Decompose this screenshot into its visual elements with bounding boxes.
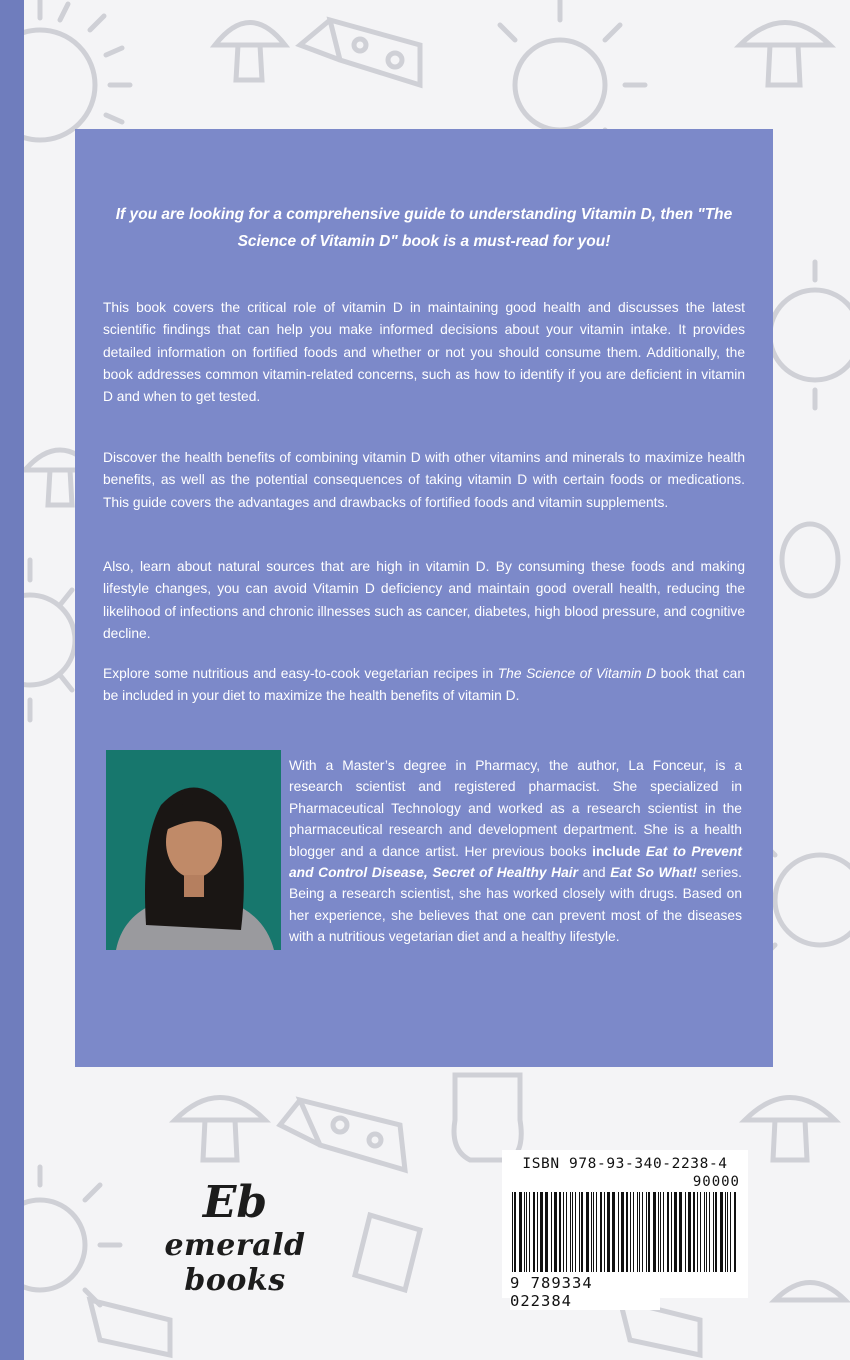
barcode-bar	[730, 1192, 731, 1272]
cheese-icon	[90, 1300, 170, 1355]
barcode-bar	[700, 1192, 701, 1272]
barcode-bar	[658, 1192, 659, 1272]
barcode-bar	[709, 1192, 710, 1272]
barcode-bar	[604, 1192, 605, 1272]
sun-icon	[24, 1167, 120, 1305]
description-paragraph-3: Also, learn about natural sources that are high in vitamin D. By consuming these foods and making lifestyle changes, you can avoid Vitamin D deficiency and maintain good overall health, reducing the likelihood of infections and chronic illnesses such as cancer, diabetes, high blood pressure, and cognitive decline.	[103, 559, 745, 641]
barcode-bar	[575, 1192, 576, 1272]
barcode-bar	[618, 1192, 619, 1272]
barcode-bar	[637, 1192, 638, 1272]
description-paragraph-1: This book covers the critical role of vitamin D in maintaining good health and discusses the latest scientific findings that can help you make informed decisions about your vitamin intake. It provides detailed information on fortified foods and whether or not you should consume them. Additionally, the book addresses common vitamin-related concerns, such as how to identify if you are deficient in vitamin D and when to get tested.	[103, 300, 745, 405]
barcode-bar	[727, 1192, 728, 1272]
sun-icon	[500, 0, 645, 145]
author-bio	[103, 755, 742, 960]
barcode-bar	[633, 1192, 634, 1272]
barcode-bar	[529, 1192, 530, 1272]
barcode-bar	[559, 1192, 561, 1272]
book-title: The Science of Vitamin D	[497, 666, 657, 681]
barcode-bar	[621, 1192, 624, 1272]
barcode-bar	[600, 1192, 602, 1272]
tagline: If you are looking for a comprehensive guide to understanding Vitamin D, then "The Science of Vitamin D" book is a must-read for you!	[115, 206, 733, 250]
barcode-bar	[626, 1192, 628, 1272]
barcode-bar	[671, 1192, 672, 1272]
barcode-bar	[674, 1192, 677, 1272]
barcode-bar	[545, 1192, 548, 1272]
mushroom-icon	[775, 1283, 845, 1301]
barcode-bar	[639, 1192, 640, 1272]
barcode-bar	[713, 1192, 714, 1272]
barcode-bar	[667, 1192, 669, 1272]
barcode-bar	[612, 1192, 615, 1272]
milk-bottle-icon	[454, 1075, 521, 1160]
cheese-icon	[280, 1100, 405, 1170]
bio-include: include	[592, 843, 641, 859]
barcode-bar	[526, 1192, 527, 1272]
previous-books: Eat to Prevent and Control Disease, Secret of Healthy Hair	[289, 843, 742, 881]
barcode-bar	[648, 1192, 650, 1272]
barcode-bars	[510, 1174, 742, 1274]
barcode-bar	[646, 1192, 647, 1272]
barcode-bar	[537, 1192, 538, 1272]
barcode-bar	[570, 1192, 571, 1272]
barcode-bar	[706, 1192, 707, 1272]
isbn-number: ISBN 978-93-340-2238-4	[522, 1156, 728, 1172]
barcode-bar	[725, 1192, 726, 1272]
isbn-barcode	[502, 1150, 748, 1310]
barcode-bar	[524, 1192, 525, 1272]
recipes-text: Explore some nutritious and easy-to-cook vegetarian recipes in	[103, 666, 498, 681]
barcode-bar	[579, 1192, 580, 1272]
barcode-bar	[688, 1192, 691, 1272]
sun-icon	[24, 560, 75, 720]
barcode-bar	[697, 1192, 698, 1272]
publisher-name: emerald books	[164, 1228, 306, 1298]
barcode-bar	[551, 1192, 552, 1272]
barcode-bar	[630, 1192, 631, 1272]
barcode-bar	[533, 1192, 535, 1272]
barcode-bar	[540, 1192, 543, 1272]
barcode-bar	[572, 1192, 573, 1272]
ean-number: 9 789334 022384	[510, 1274, 660, 1310]
back-cover-panel	[75, 129, 773, 1067]
mushroom-icon	[215, 23, 285, 81]
previous-series: Eat So What!	[610, 865, 697, 881]
barcode-bar	[512, 1192, 513, 1272]
barcode-bar	[704, 1192, 705, 1272]
description-paragraph-4	[103, 663, 745, 708]
barcode-bar	[586, 1192, 589, 1272]
barcode-bar	[593, 1192, 594, 1272]
barcode-bar	[663, 1192, 664, 1272]
barcode-bar	[596, 1192, 597, 1272]
bio-and: and	[577, 865, 611, 881]
recipes-text-end: book that can be included in your diet to maximize the health benefits of vitamin D.	[103, 666, 746, 704]
egg-icon	[782, 524, 838, 596]
description-paragraph-2: Discover the health benefits of combining vitamin D with other vitamins and minerals to maximize health benefits, as well as the potential consequences of taking vitamin D with certain foods or medications. This guide covers the advantages and drawbacks of fortified foods and vitamin supplements.	[103, 450, 745, 510]
barcode-bar	[653, 1192, 656, 1272]
barcode-bar	[685, 1192, 686, 1272]
barcode-bar	[679, 1192, 682, 1272]
mushroom-icon	[175, 1098, 265, 1161]
barcode-bar	[607, 1192, 610, 1272]
price-code: 90000	[692, 1174, 740, 1190]
barcode-bar	[734, 1192, 736, 1272]
barcode-bar	[566, 1192, 567, 1272]
barcode-bar	[591, 1192, 592, 1272]
barcode-bar	[660, 1192, 661, 1272]
publisher-mark: Eb	[202, 1177, 268, 1228]
publisher-logo	[110, 1177, 360, 1298]
mushroom-icon	[745, 1098, 835, 1161]
barcode-bar	[581, 1192, 583, 1272]
barcode-bar	[519, 1192, 522, 1272]
barcode-bar	[642, 1192, 643, 1272]
barcode-bar	[563, 1192, 564, 1272]
mushroom-icon	[740, 23, 830, 86]
milk-bottle-icon	[355, 1215, 420, 1290]
cheese-icon	[300, 20, 420, 85]
bio-text-end: series. Being a research scientist, she has worked closely with drugs. Based on her experience, she believes that one can prevent most of the diseases with a nutritious vegetarian diet and a healthy lifestyle.	[289, 865, 743, 945]
barcode-bar	[554, 1192, 557, 1272]
barcode-bar	[693, 1192, 695, 1272]
bio-text: With a Master’s degree in Pharmacy, the author, La Fonceur, is a research scientist and registered pharmacist. She specialized in Pharmaceutical Technology and worked as a research scientist in the pharmaceutical research and development department. She is a health blogger and a dance artist. Her previous books	[289, 758, 742, 859]
barcode-bar	[514, 1192, 516, 1272]
spine-strip	[0, 0, 24, 1360]
barcode-bar	[715, 1192, 717, 1272]
barcode-bar	[720, 1192, 723, 1272]
